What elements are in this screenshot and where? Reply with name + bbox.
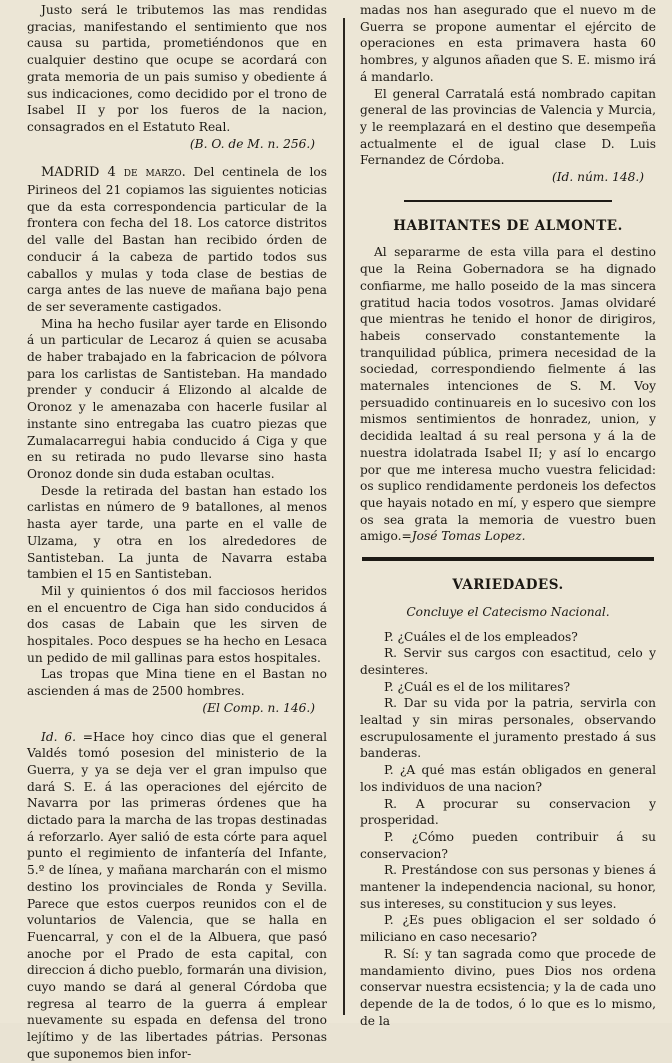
- catechism-line: P. ¿Es pues obligacion el ser soldado ó miliciano en caso necesario?: [360, 913, 656, 945]
- mina-paragraph: Mina ha hecho fusilar ayer tarde en Elisondo á un particular de Lecaroz á quien se acusaba de haber trabajado en la fabricacion de pólvora para los carlistas de Santisteban. Ha mandado prender y conducir á Elizondo al alcalde de Oronoz y le amenazaba con hacerle fusilar al instante sino entregaba las cuatro piezas que Zumalacarregui habia conducido á Ciga y que en su retirada no pudo llevarse sino hasta Oronoz donde sin duda estaban ocultas.: [27, 316, 327, 481]
- catechism-line: P. ¿Cuáles el de los empleados?: [384, 629, 578, 644]
- id6-text: =Hace hoy cinco dias que el general Valdés tomó posesion del ministerio de la Guerra, y ya se deja ver el gran impulso que dará S. E. á las operaciones del ejército de Navarra por las primeras órdenes que ha dictado para la marcha de las tropas destinadas á reforzarlo. Ayer salió de esta córte para aquel punto el regimiento de infantería del Infante, 5.º de línea, y mañana marcharán con el mismo destino los provinciales de Ronda y Sevilla. Parece que estos cuerpos reunidos con el de voluntarios de Valencia, que se halla en Fuencarral, y con el de la Albuera, que pasó anoche por el Prado de esta capital, con direccion á dicho pueblo, formarán una division, cuyo mando se dará al general Córdoba que regresa al tearro de la guerra á emplear nuevamente su espada en defensa del trono lejítimo y de las libertades pátrias. Personas que suponemos bien infor-: [27, 729, 327, 1061]
- farewell-paragraph: Justo será le tributemos las mas rendidas gracias, manifestando el sentimiento que nos causa su partida, prometiéndonos que en cualquier destino que ocupe se acordará con grata memoria de un pais sumiso y obediente á sus indicaciones, como decidido por el trono de Isabel II y por los fueros de la nacion, consagrados en el Estatuto Real.: [27, 3, 327, 134]
- dateline: MADRID 4 de marzo.: [41, 165, 186, 181]
- source-citation: (El Comp. n. 146.): [202, 700, 315, 715]
- retirada-paragraph: Desde la retirada del bastan han estado los carlistas en número de 9 batallones, al menos hasta ayer tarde, una parte en el valle de Ulzama, y otra en los alrededores de Santisteban. La junta de Navarra estaba tambien el 15 en Santisteban.: [27, 483, 327, 582]
- habitantes-paragraph: [360, 244, 656, 545]
- heridos-paragraph: Mil y quinientos ó dos mil facciosos heridos en el encuentro de Ciga han sido conducidos á dos casas de Labain que les sirven de hospitales. Poco despues se ha hecho en Lesaca un pedido de mil gallinas para estos hospitales.: [27, 583, 327, 665]
- section-heading: HABITANTES DE ALMONTE.: [393, 217, 623, 234]
- section-heading: VARIEDADES.: [452, 577, 564, 594]
- continued-paragraph: madas nos han asegurado que el nuevo m de Guerra se propone aumentar el ejército de operaciones en esta primavera hasta 60 hombres, y algunos añaden que S. E. mismo irá á mandarlo.: [360, 3, 656, 84]
- catechism-line: R. Dar su vida por la patria, servirla con lealtad y sin miras personales, observando escrupulosamente el juramento prestado á sus banderas.: [360, 696, 656, 761]
- section-subheading: Concluye el Catecismo Nacional.: [406, 604, 610, 619]
- right-column: [360, 0, 656, 1028]
- signature: =José Tomas Lopez.: [401, 529, 526, 544]
- dateline: Id. 6.: [41, 729, 76, 744]
- column-divider: [343, 18, 345, 1015]
- tropas-paragraph: Las tropas que Mina tiene en el Bastan no ascienden á mas de 2500 hombres.: [27, 667, 327, 699]
- catechism-line: R. Sí: y tan sagrada como que procede de mandamiento divino, pues Dios nos ordena conservar nuestra ecsistencia; y la de cada uno depende de la de todos, ó lo que es lo mismo, de la: [360, 946, 656, 1028]
- source-citation: (B. O. de M. n. 256.): [189, 136, 315, 151]
- section-rule: [404, 200, 612, 202]
- source-citation: (Id. núm. 148.): [551, 170, 644, 185]
- madrid-paragraph: [27, 164, 327, 315]
- catechism-line: P. ¿Cómo pueden contribuir á su conservacion?: [360, 829, 656, 861]
- catechism-line: R. Servir sus cargos con esactitud, celo y desinteres.: [360, 646, 656, 677]
- catechism-list: [360, 629, 656, 1030]
- left-column: [27, 0, 327, 1061]
- madrid-text: Del centinela de los Pirineos del 21 copiamos las siguientes noticias que da esta correspondencia particular de la frontera con fecha del 18. Los catorce distritos del valle del Bastan han recibido órden de conducir á la cabeza de partido todos sus caballos y mulas y toda clase de bestias de carga antes de las nueve de mañana bajo pena de ser severamente castigados.: [27, 165, 327, 314]
- catechism-line: P. ¿A qué mas están obligados en general los individuos de una nacion?: [360, 763, 656, 794]
- carratala-paragraph: El general Carratalá está nombrado capitan general de las provincias de Valencia y Murcia, y le reemplazará en el destino que desempeña actualmente el de igual clase D. Luis Fernandez de Córdoba.: [360, 86, 656, 168]
- catechism-line: R. A procurar su conservacion y prosperidad.: [360, 796, 656, 828]
- habitantes-text: Al separarme de esta villa para el destino que la Reina Gobernadora se ha dignado confiarme, me hallo poseido de la mas sincera gratitud hacia todos vosotros. Jamas olvidaré que mientras he tenido el honor de dirigiros, habeis conservado constantemente la tranquilidad pública, primera necesidad de la sociedad, correspondiendo fielmente á las maternales intenciones de S. M. Voy persuadido continuareis en lo sucesivo con los mismos sentimientos de honradez, union, y decidida lealtad á su real persona y á la de nuestra idolatrada Isabel II; y así lo encargo por que me interesa mucho vuestra felicidad: os suplico rendidamente perdoneis los defectos que hayais notado en mí, y espero que siempre os sea grata la memoria de vuestro buen amigo.: [360, 245, 656, 544]
- catechism-line: P. ¿Cuál es el de los militares?: [384, 679, 571, 694]
- catechism-line: R. Prestándose con sus personas y bienes á mantener la independencia nacional, su honor, sus intereses, su constitucion y sus leyes.: [360, 863, 656, 911]
- id6-paragraph: [27, 729, 327, 1063]
- section-rule: [362, 557, 654, 561]
